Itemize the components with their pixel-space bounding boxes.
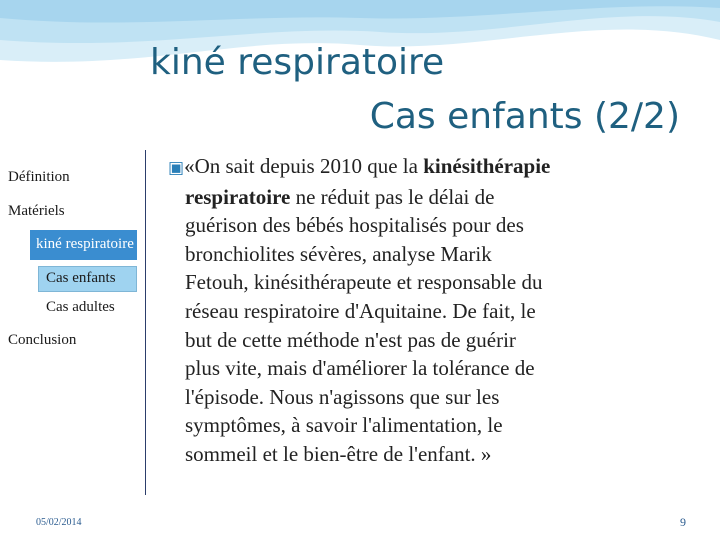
page-number: 9 (680, 515, 686, 529)
quote-line: Fetouh, kinésithérapeute et responsable du (185, 270, 543, 295)
quote-line: réseau respiratoire d'Aquitaine. De fait, le (185, 298, 536, 323)
quote-line: symptômes, à savoir l'alimentation, le (185, 413, 503, 438)
quote-line: guérison des bébés hospitalisés pour des (185, 213, 524, 238)
quote-line: sommeil et le bien-être de l'enfant. » (185, 441, 492, 466)
quote-text-bold-1: kinésithérapie (423, 154, 551, 178)
quote-paragraph (168, 152, 688, 469)
nav-item-definition[interactable]: Définition (8, 169, 70, 185)
slide-title-line1: kiné respiratoire (150, 42, 445, 83)
bullet-icon: ▣ (168, 158, 185, 178)
quote-line: l'épisode. Nous n'agissons que sur les (185, 384, 500, 409)
quote-line: bronchiolites sévères, analyse Marik (185, 241, 492, 266)
quote-text-bold-2: respiratoire (185, 184, 291, 209)
quote-line: but de cette méthode n'est pas de guérir (185, 327, 516, 352)
nav-item-materiels[interactable]: Matériels (8, 203, 65, 219)
footer-date: 05/02/2014 (36, 517, 82, 528)
nav-subitem-cas-enfants[interactable]: Cas enfants (46, 270, 116, 286)
quote-line: plus vite, mais d'améliorer la tolérance de (185, 356, 535, 381)
sidebar-divider (145, 150, 146, 495)
slide-title-line2: Cas enfants (2/2) (369, 96, 680, 137)
nav-subitem-cas-adultes[interactable]: Cas adultes (46, 299, 115, 315)
nav-item-kine-respiratoire[interactable]: kiné respiratoire (36, 236, 134, 252)
quote-text-1: «On sait depuis 2010 que la (184, 154, 424, 178)
quote-text-2: ne réduit pas le délai de (290, 184, 495, 209)
nav-item-conclusion[interactable]: Conclusion (8, 332, 77, 348)
